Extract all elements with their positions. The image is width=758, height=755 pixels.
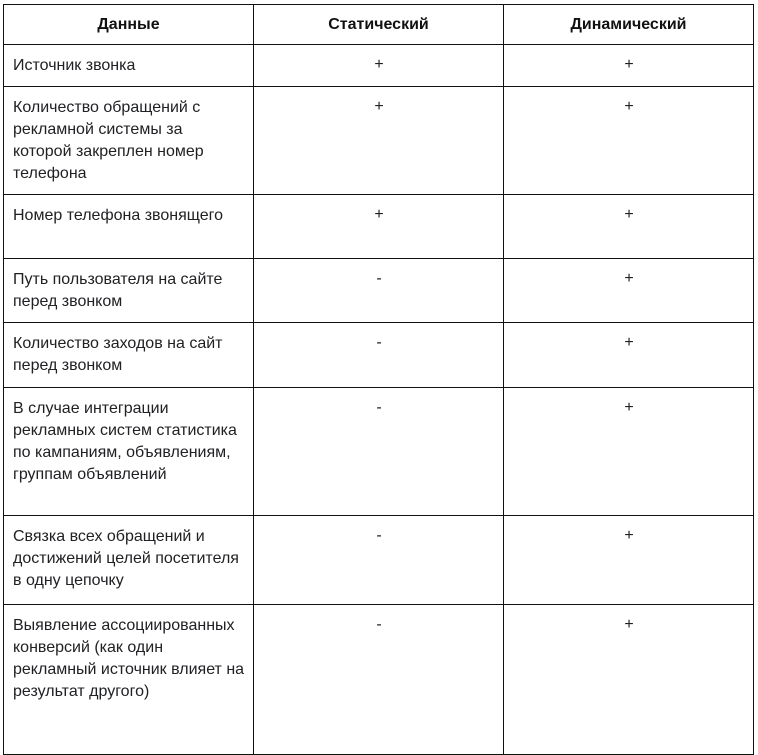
static-cell: -: [254, 259, 504, 323]
data-cell: Выявление ассоциированных конверсий (как один рекламный источник влияет на результат другого): [4, 605, 254, 755]
data-cell: Количество заходов на сайт перед звонком: [4, 323, 254, 388]
dynamic-cell: +: [504, 516, 754, 605]
dynamic-cell: +: [504, 87, 754, 195]
data-cell: В случае интеграции рекламных систем статистика по кампаниям, объявлениям, группам объявлений: [4, 388, 254, 516]
data-cell: Номер телефона звонящего: [4, 195, 254, 259]
table-row: [4, 605, 754, 755]
data-cell: Связка всех обращений и достижений целей посетителя в одну цепочку: [4, 516, 254, 605]
comparison-table: [3, 4, 754, 755]
data-cell: Источник звонка: [4, 45, 254, 87]
data-cell: Путь пользователя на сайте перед звонком: [4, 259, 254, 323]
static-cell: -: [254, 516, 504, 605]
static-cell: +: [254, 87, 504, 195]
static-cell: -: [254, 323, 504, 388]
dynamic-cell: +: [504, 323, 754, 388]
dynamic-cell: +: [504, 45, 754, 87]
static-cell: +: [254, 45, 504, 87]
dynamic-cell: +: [504, 605, 754, 755]
table-row: [4, 195, 754, 259]
table-row: [4, 516, 754, 605]
header-dynamic: Динамический: [504, 5, 754, 45]
static-cell: -: [254, 605, 504, 755]
dynamic-cell: +: [504, 195, 754, 259]
static-cell: -: [254, 388, 504, 516]
table-row: [4, 388, 754, 516]
dynamic-cell: +: [504, 388, 754, 516]
header-data: Данные: [4, 5, 254, 45]
static-cell: +: [254, 195, 504, 259]
header-static: Статический: [254, 5, 504, 45]
data-cell: Количество обращений с рекламной системы за которой закреплен номер телефона: [4, 87, 254, 195]
dynamic-cell: +: [504, 259, 754, 323]
header-row: [4, 5, 754, 45]
table-row: [4, 87, 754, 195]
table-row: [4, 323, 754, 388]
table-row: [4, 45, 754, 87]
table-row: [4, 259, 754, 323]
